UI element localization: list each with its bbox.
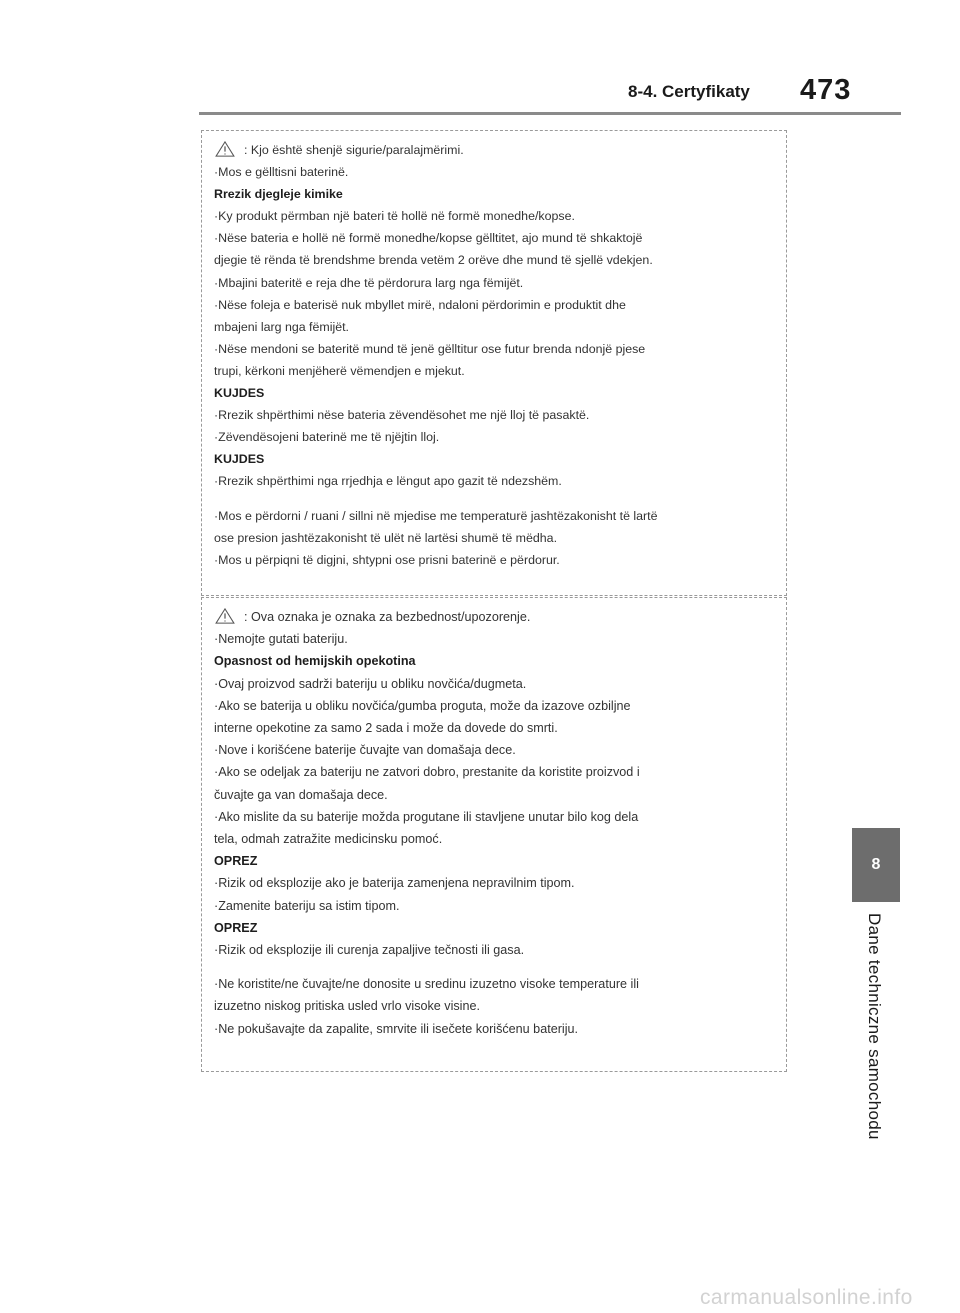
text-line xyxy=(214,139,774,161)
chapter-title: Dane techniczne samochodu xyxy=(865,913,884,1140)
line-text: : Kjo është shenjë sigurie/paralajmërimi. xyxy=(244,143,464,157)
text-line xyxy=(214,470,774,492)
text-line xyxy=(214,828,774,850)
line-text: ·Mbajini bateritë e reja dhe të përdorura larg nga fëmijët. xyxy=(214,275,524,290)
line-text: ·Ako mislite da su baterije možda progutane ili stavljene unutar bilo kog dela xyxy=(214,809,639,824)
text-line xyxy=(214,338,774,360)
line-text: ·Ne pokušavajte da zapalite, smrvite ili isečete korišćenu bateriju. xyxy=(214,1021,578,1036)
section-heading xyxy=(214,183,774,205)
line-text: ·Ne koristite/ne čuvajte/ne donosite u sredinu izuzetno visoke temperature ili xyxy=(214,977,639,992)
text-line xyxy=(214,995,774,1017)
text-line xyxy=(214,1018,774,1040)
text-line xyxy=(214,249,774,271)
text-line xyxy=(214,227,774,249)
line-text: ·Zamenite bateriju sa istim tipom. xyxy=(214,898,400,913)
text-line xyxy=(214,628,774,650)
text-line xyxy=(214,973,774,995)
text-line xyxy=(214,505,774,527)
chapter-number: 8 xyxy=(871,856,881,873)
section-heading xyxy=(214,382,774,404)
text-line xyxy=(214,272,774,294)
section-heading xyxy=(214,917,774,939)
text-line xyxy=(214,695,774,717)
line-text: KUJDES xyxy=(214,452,265,467)
header-divider xyxy=(199,112,901,115)
line-text: djegie të rënda të brendshme brenda vetëm 2 orëve dhe mund të sjellë vdekjen. xyxy=(214,253,653,268)
line-text: ·Nëse foleja e baterisë nuk mbyllet mirë, ndaloni përdorimin e produktit dhe xyxy=(214,297,626,312)
line-text: ·Nëse mendoni se bateritë mund të jenë gëlltitur ose futur brenda ndonjë pjese xyxy=(214,341,646,356)
line-text: ·Zëvendësojeni baterinë me të njëjtin lloj. xyxy=(214,430,440,445)
line-text: ·Mos u përpiqni të digjni, shtypni ose prisni baterinë e përdorur. xyxy=(214,552,560,567)
line-text: interne opekotine za samo 2 sada i može da dovede do smrti. xyxy=(214,721,558,736)
line-text: ·Rrezik shpërthimi nga rrjedhja e lëngut apo gazit të ndezshëm. xyxy=(214,474,562,489)
section-heading xyxy=(214,448,774,470)
text-line xyxy=(214,294,774,316)
line-text: Opasnost od hemijskih opekotina xyxy=(214,654,416,669)
text-line xyxy=(214,161,774,183)
line-text: čuvajte ga van domašaja dece. xyxy=(214,787,388,802)
text-line xyxy=(214,872,774,894)
line-text: ·Nëse bateria e hollë në formë monedhe/kopse gëlltitet, ajo mund të shkaktojë xyxy=(214,231,643,246)
text-line xyxy=(214,673,774,695)
text-line xyxy=(214,895,774,917)
section-title: 8-4. Certyfikaty xyxy=(628,82,750,101)
page-number: 473 xyxy=(800,74,852,106)
line-text: OPREZ xyxy=(214,920,258,935)
line-text: ·Ovaj proizvod sadrži bateriju u obliku novčića/dugmeta. xyxy=(214,676,527,691)
line-text: ·Ako se odeljak za bateriju ne zatvori dobro, prestanite da koristite proizvod i xyxy=(214,765,640,780)
line-text: ·Rizik od eksplozije ako je baterija zamenjena nepravilnim tipom. xyxy=(214,876,575,891)
line-text: tela, odmah zatražite medicinsku pomoć. xyxy=(214,832,443,847)
line-text: KUJDES xyxy=(214,386,265,401)
line-text: ose presion jashtëzakonisht të ulët në lartësi shumë të mëdha. xyxy=(214,530,558,545)
chapter-tab xyxy=(852,828,900,902)
line-text: ·Rizik od eksplozije ili curenja zapaljive tečnosti ili gasa. xyxy=(214,943,525,958)
text-line xyxy=(214,316,774,338)
text-line xyxy=(214,761,774,783)
text-line xyxy=(214,784,774,806)
line-text: ·Mos e gëlltisni baterinë. xyxy=(214,165,349,180)
warning-triangle-icon xyxy=(214,141,236,157)
text-line xyxy=(214,717,774,739)
watermark: carmanualsonline.info xyxy=(700,1286,913,1309)
text-line xyxy=(214,404,774,426)
text-line xyxy=(214,739,774,761)
line-text: ·Ky produkt përmban një bateri të hollë në formë monedhe/kopse. xyxy=(214,209,575,224)
section-heading xyxy=(214,650,774,672)
text-line xyxy=(214,939,774,961)
line-text: ·Mos e përdorni / ruani / sillni në mjedise me temperaturë jashtëzakonisht të lartë xyxy=(214,508,658,523)
line-text: trupi, kërkoni menjëherë vëmendjen e mjekut. xyxy=(214,363,465,378)
line-text: mbajeni larg nga fëmijët. xyxy=(214,319,349,334)
text-line xyxy=(214,205,774,227)
line-text: ·Rrezik shpërthimi nëse bateria zëvendësohet me një lloj të pasaktë. xyxy=(214,408,590,423)
line-text: ·Nemojte gutati bateriju. xyxy=(214,632,348,647)
text-line xyxy=(214,549,774,571)
text-line xyxy=(214,806,774,828)
albanian-warning-box xyxy=(201,130,787,596)
text-line xyxy=(214,360,774,382)
line-text: izuzetno niskog pritiska usled vrlo visoke visine. xyxy=(214,999,480,1014)
warning-triangle-icon xyxy=(214,608,236,624)
line-text: OPREZ xyxy=(214,854,258,869)
text-line xyxy=(214,426,774,448)
serbian-warning-box xyxy=(201,597,787,1072)
line-text: : Ova oznaka je oznaka za bezbednost/upozorenje. xyxy=(244,610,531,624)
line-text: ·Nove i korišćene baterije čuvajte van domašaja dece. xyxy=(214,743,516,758)
section-heading xyxy=(214,850,774,872)
text-line xyxy=(214,527,774,549)
line-text: Rrezik djegleje kimike xyxy=(214,187,343,202)
text-line xyxy=(214,606,774,628)
line-text: ·Ako se baterija u obliku novčića/gumba proguta, može da izazove ozbiljne xyxy=(214,698,631,713)
